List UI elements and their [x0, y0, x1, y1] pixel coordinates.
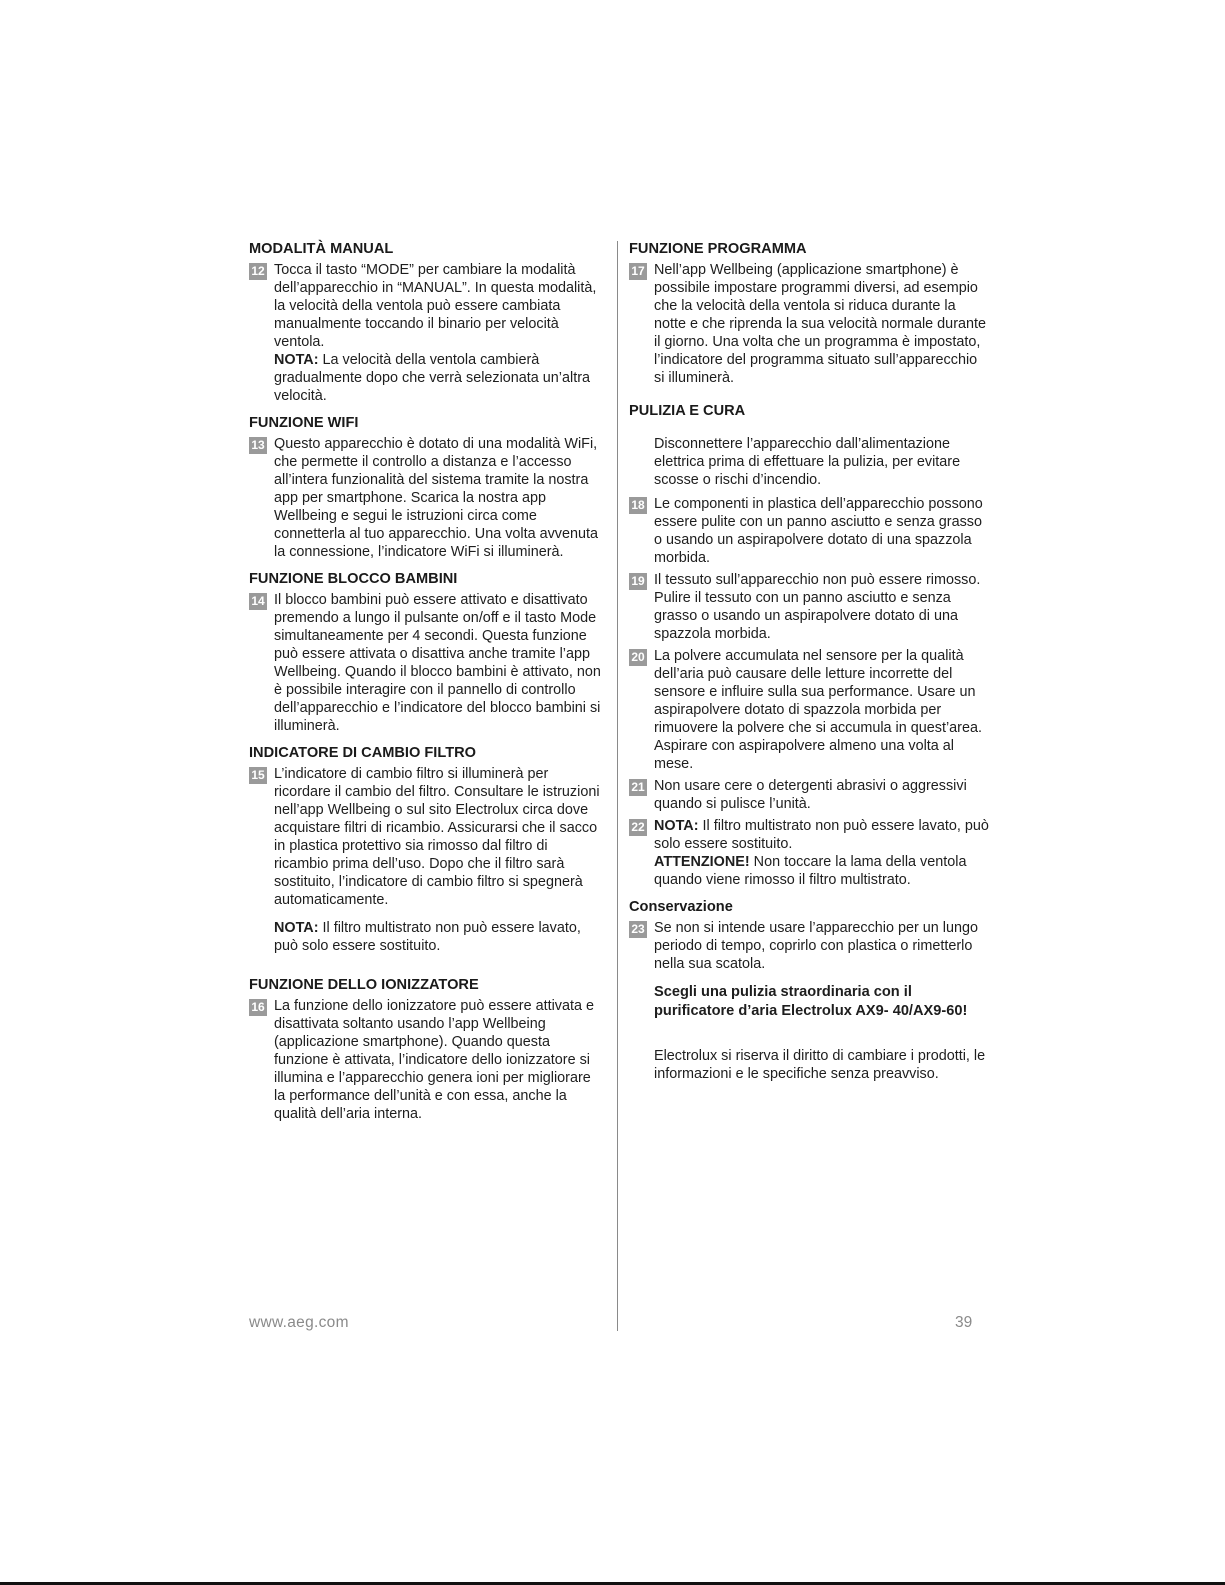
list-item: [249, 261, 601, 405]
item-text: L’indicatore di cambio filtro si illuminerà per ricordare il cambio del filtro. Consultare le istruzioni nell’app Wellbeing o sul sito Electrolux circa dove acquistare filtri di ricambio. Assicurarsi che il sacco in plastica protettivo sia rimosso dal filtro di ricambio prima dell’uso. Dopo che il filtro sarà sostituito, l’indicatore di cambio filtro si spegnerà automaticamente.: [274, 766, 600, 908]
note-label: NOTA:: [654, 818, 699, 835]
list-item: [629, 571, 989, 643]
step-number: 17: [629, 263, 647, 280]
list-item: [629, 495, 989, 567]
promo-highlight: Scegli una pulizia straordinaria con il purificatore d’aria Electrolux AX9- 40/AX9-60!: [654, 984, 968, 1020]
item-text: Il tessuto sull’apparecchio non può essere rimosso. Pulire il tessuto con un panno asciutto e senza grasso o usando un aspirapolvere dotato di una spazzola morbida.: [654, 572, 981, 643]
item-text: Se non si intende usare l’apparecchio per un lungo periodo di tempo, coprirlo con plastica o rimetterlo nella sua scatola.: [654, 920, 979, 973]
list-item: [629, 817, 989, 889]
section-title: FUNZIONE WIFI: [249, 415, 359, 431]
section-wifi: [249, 413, 601, 561]
section-ionizer: [249, 975, 601, 1123]
item-text: La polvere accumulata nel sensore per la qualità dell’aria può causare delle letture incorrette del sensore e influire sulla sua performance. Usare un aspirapolvere dotato di spazzola morbida per rimuovere la polvere che si accumula in quest’area. Aspirare con aspirapolvere almeno una volta al mese.: [654, 648, 982, 773]
step-number: 15: [249, 767, 267, 784]
section-child-lock: [249, 569, 601, 735]
note-label: NOTA:: [274, 352, 319, 368]
section-manual-mode: [249, 239, 601, 405]
note-text: Il filtro multistrato non può essere lavato, può solo essere sostituito.: [654, 818, 989, 853]
list-item: [249, 435, 601, 561]
item-text: Le componenti in plastica dell’apparecchio possono essere pulite con un panno asciutto e senza grasso o usando un aspirapolvere dotato di una spazzola morbida.: [654, 496, 983, 567]
list-item: [629, 919, 989, 973]
section-title: Conservazione: [629, 899, 733, 916]
note: [274, 919, 601, 955]
list-item: [629, 647, 989, 773]
step-number: 13: [249, 437, 267, 454]
note-text: La velocità della ventola cambierà gradualmente dopo che verrà selezionata un’altra velocità.: [274, 352, 590, 404]
list-item: [629, 777, 989, 813]
warning: [654, 853, 989, 889]
item-text: Questo apparecchio è dotato di una modalità WiFi, che permette il controllo a distanza e l’accesso all’intera funzionalità del sistema tramite la nostra app per smartphone. Scarica la nostra app Wellbeing e segui le istruzioni circa come connetterla al tuo apparecchio. Una volta avvenuta la connessione, l’indicatore WiFi si illuminerà.: [274, 436, 599, 560]
item-text: Il blocco bambini può essere attivato e disattivato premendo a lungo il pulsante on/off e il tasto Mode simultaneamente per 4 secondi. Questa funzione può essere attivata o disattiva anche tramite l’app Wellbeing. Quando il blocco bambini è attivato, non è possibile interagire con il pannello di controllo dell’apparecchio e l’indicatore del blocco bambini si illuminerà.: [274, 592, 601, 734]
right-column: [629, 239, 989, 1098]
note-text: Il filtro multistrato non può essere lavato, può solo essere sostituito.: [274, 920, 581, 954]
step-number: 18: [629, 497, 647, 514]
list-item: [249, 591, 601, 735]
cleaning-intro: Disconnettere l’apparecchio dall’alimentazione elettrica prima di effettuare la pulizia, per evitare scosse o rischi d’incendio.: [654, 436, 961, 489]
step-number: 22: [629, 819, 647, 836]
page-number: 39: [955, 1314, 973, 1331]
step-number: 23: [629, 921, 647, 938]
section-filter-indicator: [249, 743, 601, 955]
item-text: Non usare cere o detergenti abrasivi o aggressivi quando si pulisce l’unità.: [654, 778, 967, 813]
warning-label: ATTENZIONE!: [654, 854, 750, 871]
note-label: NOTA:: [274, 920, 319, 936]
section-title: INDICATORE DI CAMBIO FILTRO: [249, 745, 477, 761]
list-item: [629, 261, 989, 387]
disclaimer: Electrolux si riserva il diritto di cambiare i prodotti, le informazioni e le specifiche senza preavviso.: [654, 1048, 986, 1083]
step-number: 14: [249, 593, 267, 610]
section-title: FUNZIONE PROGRAMMA: [629, 241, 807, 257]
section-cleaning: [629, 401, 989, 889]
list-item: [249, 997, 601, 1123]
column-divider: [617, 241, 618, 1331]
warning-text: Non toccare la lama della ventola quando viene rimosso il filtro multistrato.: [654, 854, 967, 889]
step-number: 16: [249, 999, 267, 1016]
footer-url: www.aeg.com: [249, 1314, 349, 1331]
section-storage: [629, 897, 989, 973]
section-title: FUNZIONE DELLO IONIZZATORE: [249, 977, 479, 993]
item-text: Tocca il tasto “MODE” per cambiare la modalità dell’apparecchio in “MANUAL”. In questa modalità, la velocità della ventola può essere cambiata manualmente toccando il binario per velocità ventola.: [274, 262, 597, 350]
section-program: [629, 239, 989, 387]
list-item: [249, 765, 601, 955]
section-title: MODALITÀ MANUAL: [249, 241, 394, 257]
step-number: 20: [629, 649, 647, 666]
step-number: 21: [629, 779, 647, 796]
item-text: Nell’app Wellbeing (applicazione smartphone) è possibile impostare programmi diversi, ad esempio che la velocità della ventola si riduca durante la notte e che riprenda la sua velocità normale durante il giorno. Una volta che un programma è impostato, l’indicatore del programma situato sull’apparecchio si illuminerà.: [654, 262, 986, 386]
item-text: La funzione dello ionizzatore può essere attivata e disattivata soltanto usando l’app Wellbeing (applicazione smartphone). Quando questa funzione è attivata, l’indicatore dello ionizzatore si illumina e l’apparecchio genera ioni per migliorare la performance dell’unità e con essa, anche la qualità dell’aria interna.: [274, 998, 595, 1122]
step-number: 19: [629, 573, 647, 590]
section-title: FUNZIONE BLOCCO BAMBINI: [249, 571, 458, 587]
note: [274, 351, 601, 405]
step-number: 12: [249, 263, 267, 280]
note: [654, 817, 989, 853]
left-column: [249, 239, 601, 1131]
section-title: PULIZIA E CURA: [629, 403, 746, 419]
